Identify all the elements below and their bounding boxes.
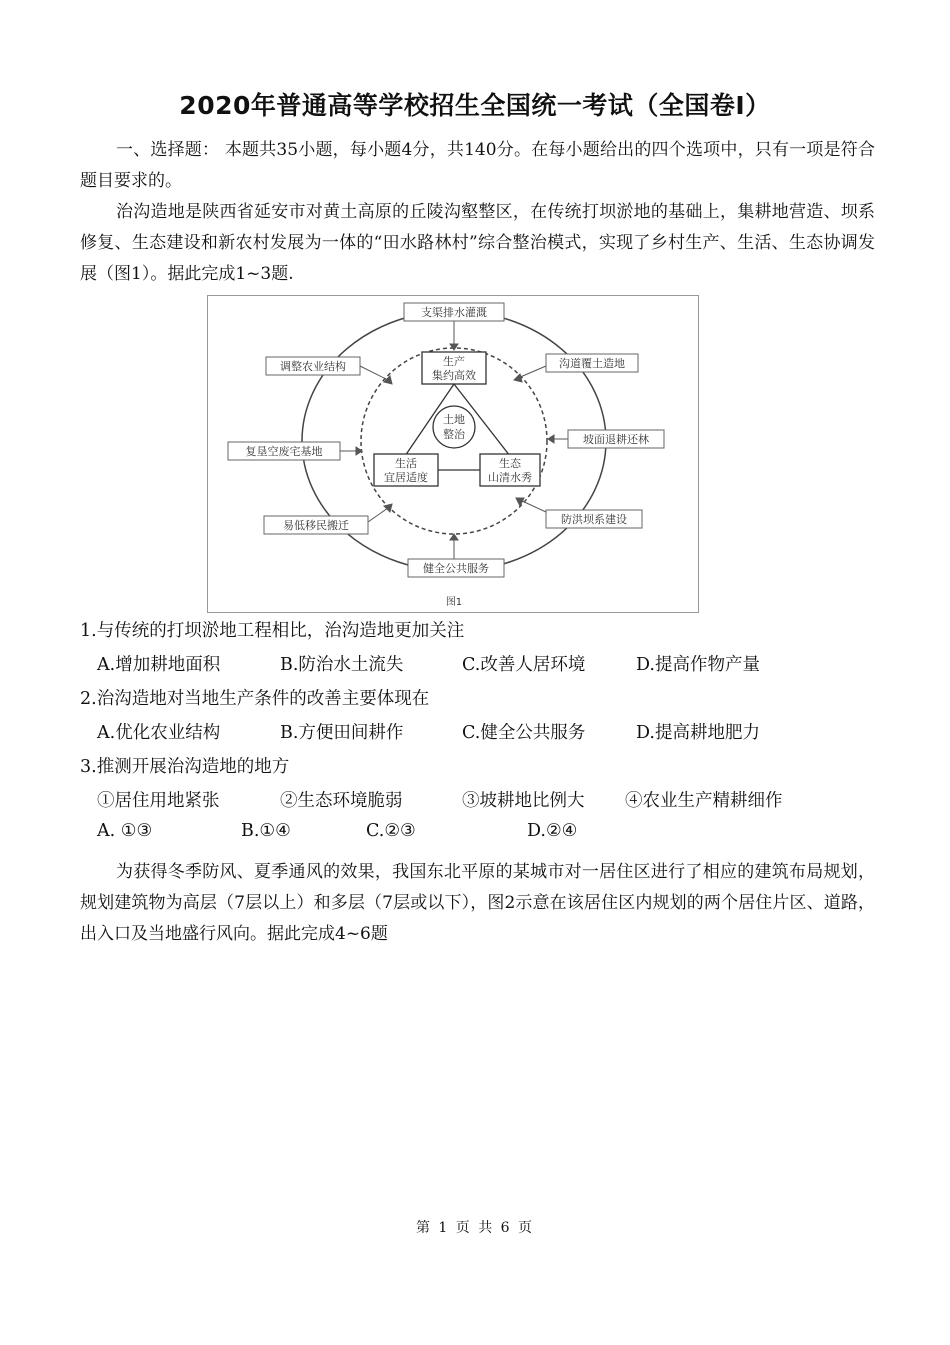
q2-stem: 2.治沟造地对当地生产条件的改善主要体现在 [80,689,430,709]
section-intro: 一、选择题： 本题共35小题，每小题4分，共140分。在每小题给出的四个选项中，只有一项是符合题目要求的。 [80,140,875,191]
box-public-service-label: 健全公共服务 [423,562,489,575]
q1-stem: 1.与传统的打坝淤地工程相比，治沟造地更加关注 [80,621,465,641]
q2-option-a: A.优化农业结构 [97,723,221,743]
q1-option-b: B.防治水土流失 [280,655,404,675]
q1-option-a: A.增加耕地面积 [97,655,221,675]
q3-option-d: D.②④ [527,821,578,841]
node-living-title: 生活 [395,457,417,470]
exam-title: 2020年普通高等学校招生全国统一考试（全国卷Ⅰ） [179,91,771,120]
figure-1-caption: 图1 [445,597,463,608]
q1-option-c: C.改善人居环境 [462,655,586,675]
passage-1: 治沟造地是陕西省延安市对黄土高原的丘陵沟壑整区，在传统打坝淤地的基础上，集耕地营造、坝系修复、生态建设和新农村发展为一体的“田水路林村”综合整治模式，实现了乡村生产、生活、生态协调发展（图1）。据此完成1~3题. [80,202,875,284]
node-living-sub: 宜居适度 [384,471,428,484]
node-production-sub: 集约高效 [432,369,476,382]
q3-option-a: A. ①③ [97,821,153,841]
node-ecology-sub: 山清水秀 [488,471,532,484]
q3-statement-3: ③坡耕地比例大 [462,791,585,811]
box-relocation-label: 易低移民搬迁 [283,519,349,532]
figure-1 [207,295,699,613]
q2-option-c: C.健全公共服务 [462,723,586,743]
q3-statement-2: ②生态环境脆弱 [280,791,403,811]
node-ecology-title: 生态 [499,457,521,470]
center-label-2: 整治 [443,428,465,441]
node-production-title: 生产 [443,355,465,368]
box-homestead-label: 复垦空废宅基地 [245,445,323,458]
q3-option-c: C.②③ [366,821,416,841]
box-agri-structure-label: 调整农业结构 [280,360,346,373]
box-slope-forest-label: 坡面退耕还林 [583,433,649,446]
q3-statement-1: ①居住用地紧张 [97,791,220,811]
box-gully-soil-label: 沟道覆土造地 [559,357,625,370]
page-footer: 第 1 页 共 6 页 [415,1220,535,1236]
center-label-1: 土地 [443,413,465,426]
q2-option-d: D.提高耕地肥力 [636,723,760,743]
q3-stem: 3.推测开展治沟造地的地方 [80,757,290,777]
figure-1-diagram [208,296,698,612]
q2-option-b: B.方便田间耕作 [280,723,404,743]
box-flood-dam-label: 防洪坝系建设 [561,513,627,526]
q1-option-d: D.提高作物产量 [636,655,760,675]
q3-statement-4: ④农业生产精耕细作 [625,791,783,811]
q3-option-b: B.①④ [241,821,291,841]
passage-2: 为获得冬季防风、夏季通风的效果，我国东北平原的某城市对一居住区进行了相应的建筑布局规划，规划建筑物为高层（7层以上）和多层（7层或以下），图2示意在该居住区内规划的两个居住片区、道路，出入口及当地盛行风向。据此完成4~6题 [80,862,875,944]
box-branch-drainage-label: 支渠排水灌溉 [421,306,487,319]
